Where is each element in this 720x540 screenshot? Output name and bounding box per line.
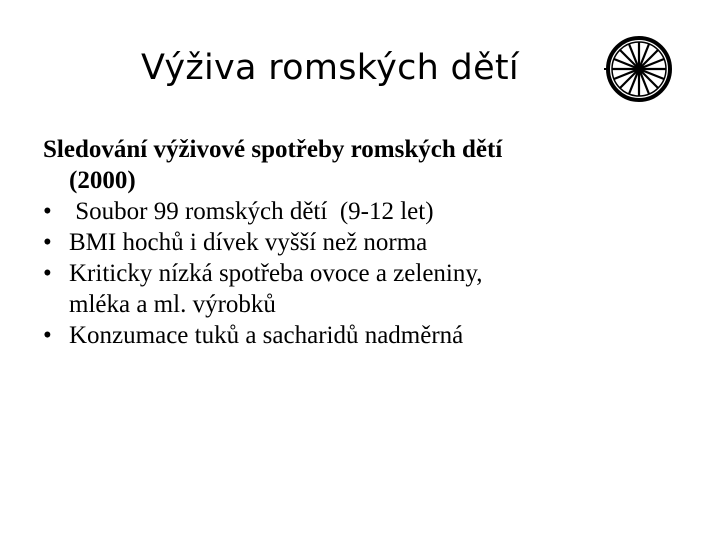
bullet-icon: •	[43, 229, 52, 256]
list-item-text: BMI hochů i dívek vyšší než norma	[69, 229, 428, 256]
bullet-list	[43, 196, 683, 351]
bullet-icon: •	[43, 322, 52, 349]
list-item	[43, 196, 683, 227]
list-item-text: Kriticky nízká spotřeba ovoce a zeleniny,	[69, 260, 483, 287]
bullet-icon: •	[43, 198, 52, 225]
slide-title: Výživa romských dětí	[141, 48, 519, 88]
heading-line: (2000)	[69, 167, 136, 194]
list-item	[43, 320, 683, 351]
list-item-text: Konzumace tuků a sacharidů nadměrná	[69, 322, 464, 349]
list-item	[43, 258, 683, 320]
slide-content	[43, 134, 683, 351]
content-heading	[43, 134, 683, 196]
wagon-wheel-icon	[604, 34, 674, 104]
list-item	[43, 227, 683, 258]
list-item-text: mléka a ml. výrobků	[69, 291, 276, 318]
bullet-icon: •	[43, 260, 52, 287]
heading-line: Sledování výživové spotřeby romských dětí	[43, 136, 503, 163]
list-item-text: Soubor 99 romských dětí (9-12 let)	[69, 198, 434, 225]
